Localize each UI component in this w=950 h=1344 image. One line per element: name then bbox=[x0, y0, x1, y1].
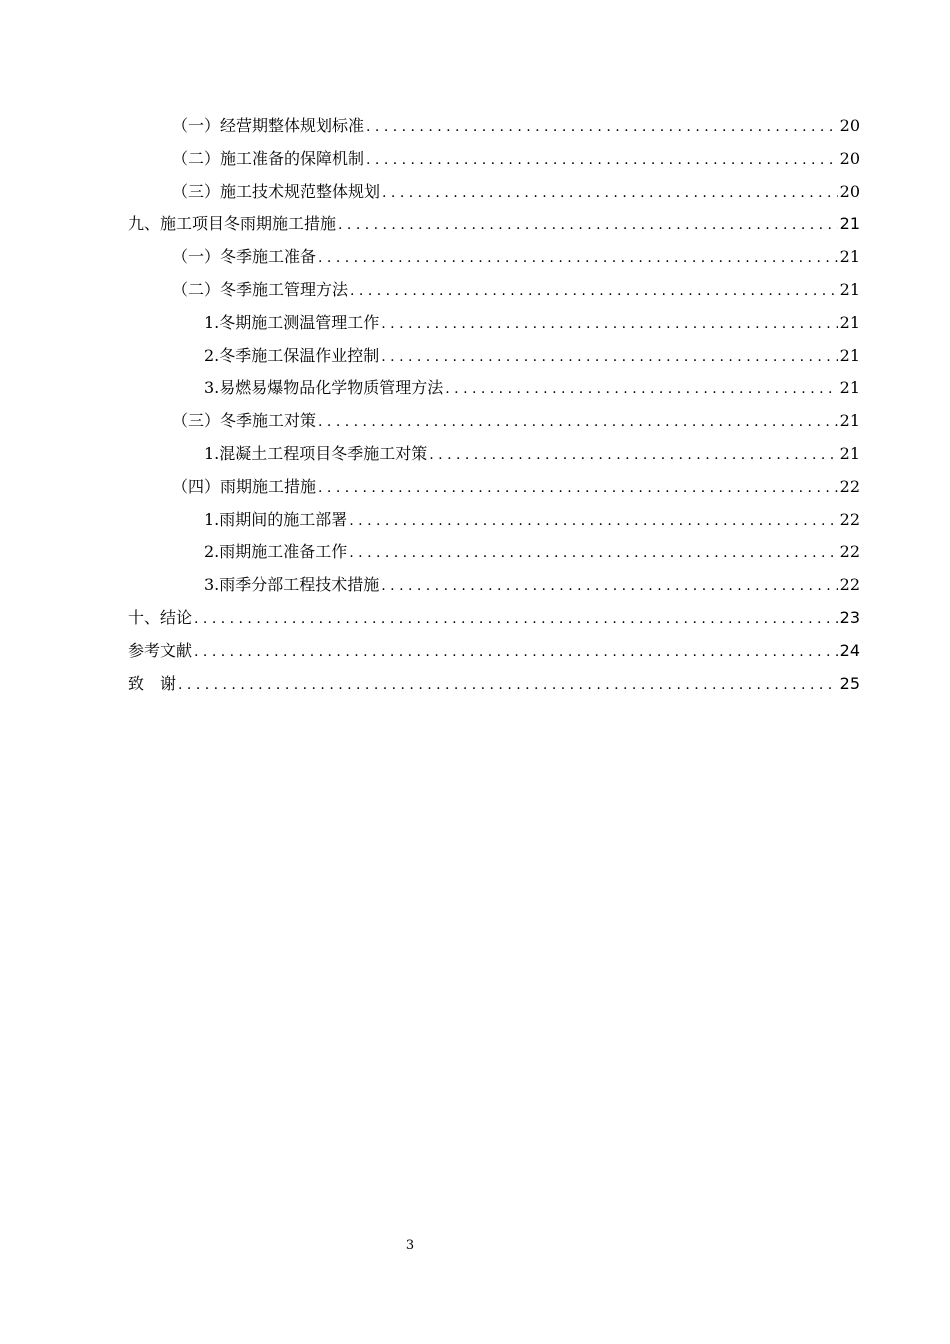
toc-entry-page: 22 bbox=[839, 575, 860, 595]
toc-dot-leader bbox=[194, 636, 838, 669]
toc-entry-title: 1.雨期间的施工部署 bbox=[204, 509, 348, 529]
toc-entry[interactable] bbox=[128, 438, 860, 471]
toc-dot-leader bbox=[381, 308, 837, 341]
toc-entry-page: 21 bbox=[839, 214, 860, 234]
page-number: 3 bbox=[405, 1238, 415, 1253]
toc-entry-title: 致 谢 bbox=[128, 673, 177, 693]
toc-entry-page: 20 bbox=[839, 116, 860, 135]
toc-dot-leader bbox=[178, 669, 838, 702]
toc-entry[interactable] bbox=[128, 274, 860, 307]
toc-dot-leader bbox=[338, 209, 838, 242]
toc-entry-title: （四）雨期施工措施 bbox=[172, 476, 317, 496]
toc-entry-title: 2.雨期施工准备工作 bbox=[204, 542, 348, 562]
toc-entry-page: 21 bbox=[839, 279, 860, 299]
toc-entry-page: 22 bbox=[839, 509, 860, 529]
toc-entry-title: 2.冬季施工保温作业控制 bbox=[204, 345, 380, 365]
toc-entry-title: 1.冬期施工测温管理工作 bbox=[204, 312, 380, 332]
toc-entry-page: 21 bbox=[839, 247, 860, 267]
toc-entry-page: 25 bbox=[839, 673, 860, 693]
toc-entry-title: （二）冬季施工管理方法 bbox=[172, 279, 349, 299]
toc-entry[interactable] bbox=[128, 635, 860, 668]
toc-dot-leader bbox=[366, 111, 838, 144]
toc-entry[interactable] bbox=[128, 241, 860, 274]
toc-dot-leader bbox=[429, 439, 837, 472]
toc-entry-title: （一）冬季施工准备 bbox=[172, 247, 317, 267]
toc-entry[interactable] bbox=[128, 307, 860, 340]
toc-dot-leader bbox=[349, 505, 837, 538]
toc-dot-leader bbox=[318, 406, 838, 439]
toc-dot-leader bbox=[382, 177, 838, 210]
toc-entry-page: 21 bbox=[839, 312, 860, 332]
toc-entry-title: （三）施工技术规范整体规划 bbox=[172, 181, 381, 201]
toc-entry-title: （二）施工准备的保障机制 bbox=[172, 148, 365, 168]
toc-entry[interactable] bbox=[128, 569, 860, 602]
toc-entry[interactable] bbox=[128, 340, 860, 373]
toc-entry-page: 20 bbox=[839, 148, 860, 168]
toc-entry-title: （三）冬季施工对策 bbox=[172, 411, 317, 431]
toc-entry-title: 1.混凝土工程项目冬季施工对策 bbox=[204, 443, 428, 463]
toc-dot-leader bbox=[194, 603, 838, 636]
toc-entry-page: 21 bbox=[839, 345, 860, 365]
toc-entry[interactable] bbox=[128, 504, 860, 537]
toc-entry[interactable] bbox=[128, 536, 860, 569]
toc-entry[interactable] bbox=[128, 668, 860, 701]
toc-entry-page: 23 bbox=[839, 607, 860, 627]
toc-entry[interactable] bbox=[128, 110, 860, 143]
toc-entry[interactable] bbox=[128, 208, 860, 241]
toc-entry-page: 22 bbox=[839, 476, 860, 496]
toc-entry[interactable] bbox=[128, 143, 860, 176]
toc-entry-title: （一）经营期整体规划标准 bbox=[172, 116, 365, 135]
toc-dot-leader bbox=[318, 242, 838, 275]
toc-dot-leader bbox=[381, 341, 837, 374]
toc-entry-title: 九、施工项目冬雨期施工措施 bbox=[128, 214, 337, 234]
toc-entry-title: 3.易燃易爆物品化学物质管理方法 bbox=[204, 378, 444, 398]
toc-entry[interactable] bbox=[128, 372, 860, 405]
toc-dot-leader bbox=[445, 373, 837, 406]
toc-dot-leader bbox=[381, 570, 837, 603]
toc-entry-title: 参考文献 bbox=[128, 640, 193, 660]
toc-dot-leader bbox=[349, 537, 837, 570]
toc-entry[interactable] bbox=[128, 176, 860, 209]
table-of-contents bbox=[128, 110, 860, 700]
toc-entry-page: 20 bbox=[839, 181, 860, 201]
toc-entry-page: 22 bbox=[839, 542, 860, 562]
toc-entry-page: 21 bbox=[839, 443, 860, 463]
toc-dot-leader bbox=[366, 144, 838, 177]
toc-dot-leader bbox=[318, 472, 838, 505]
toc-entry-page: 21 bbox=[839, 411, 860, 431]
toc-dot-leader bbox=[350, 275, 838, 308]
toc-entry-title: 十、结论 bbox=[128, 607, 193, 627]
toc-entry[interactable] bbox=[128, 602, 860, 635]
toc-entry-title: 3.雨季分部工程技术措施 bbox=[204, 575, 380, 595]
toc-entry-page: 24 bbox=[839, 640, 860, 660]
toc-entry-page: 21 bbox=[839, 378, 860, 398]
toc-entry[interactable] bbox=[128, 471, 860, 504]
toc-entry[interactable] bbox=[128, 405, 860, 438]
